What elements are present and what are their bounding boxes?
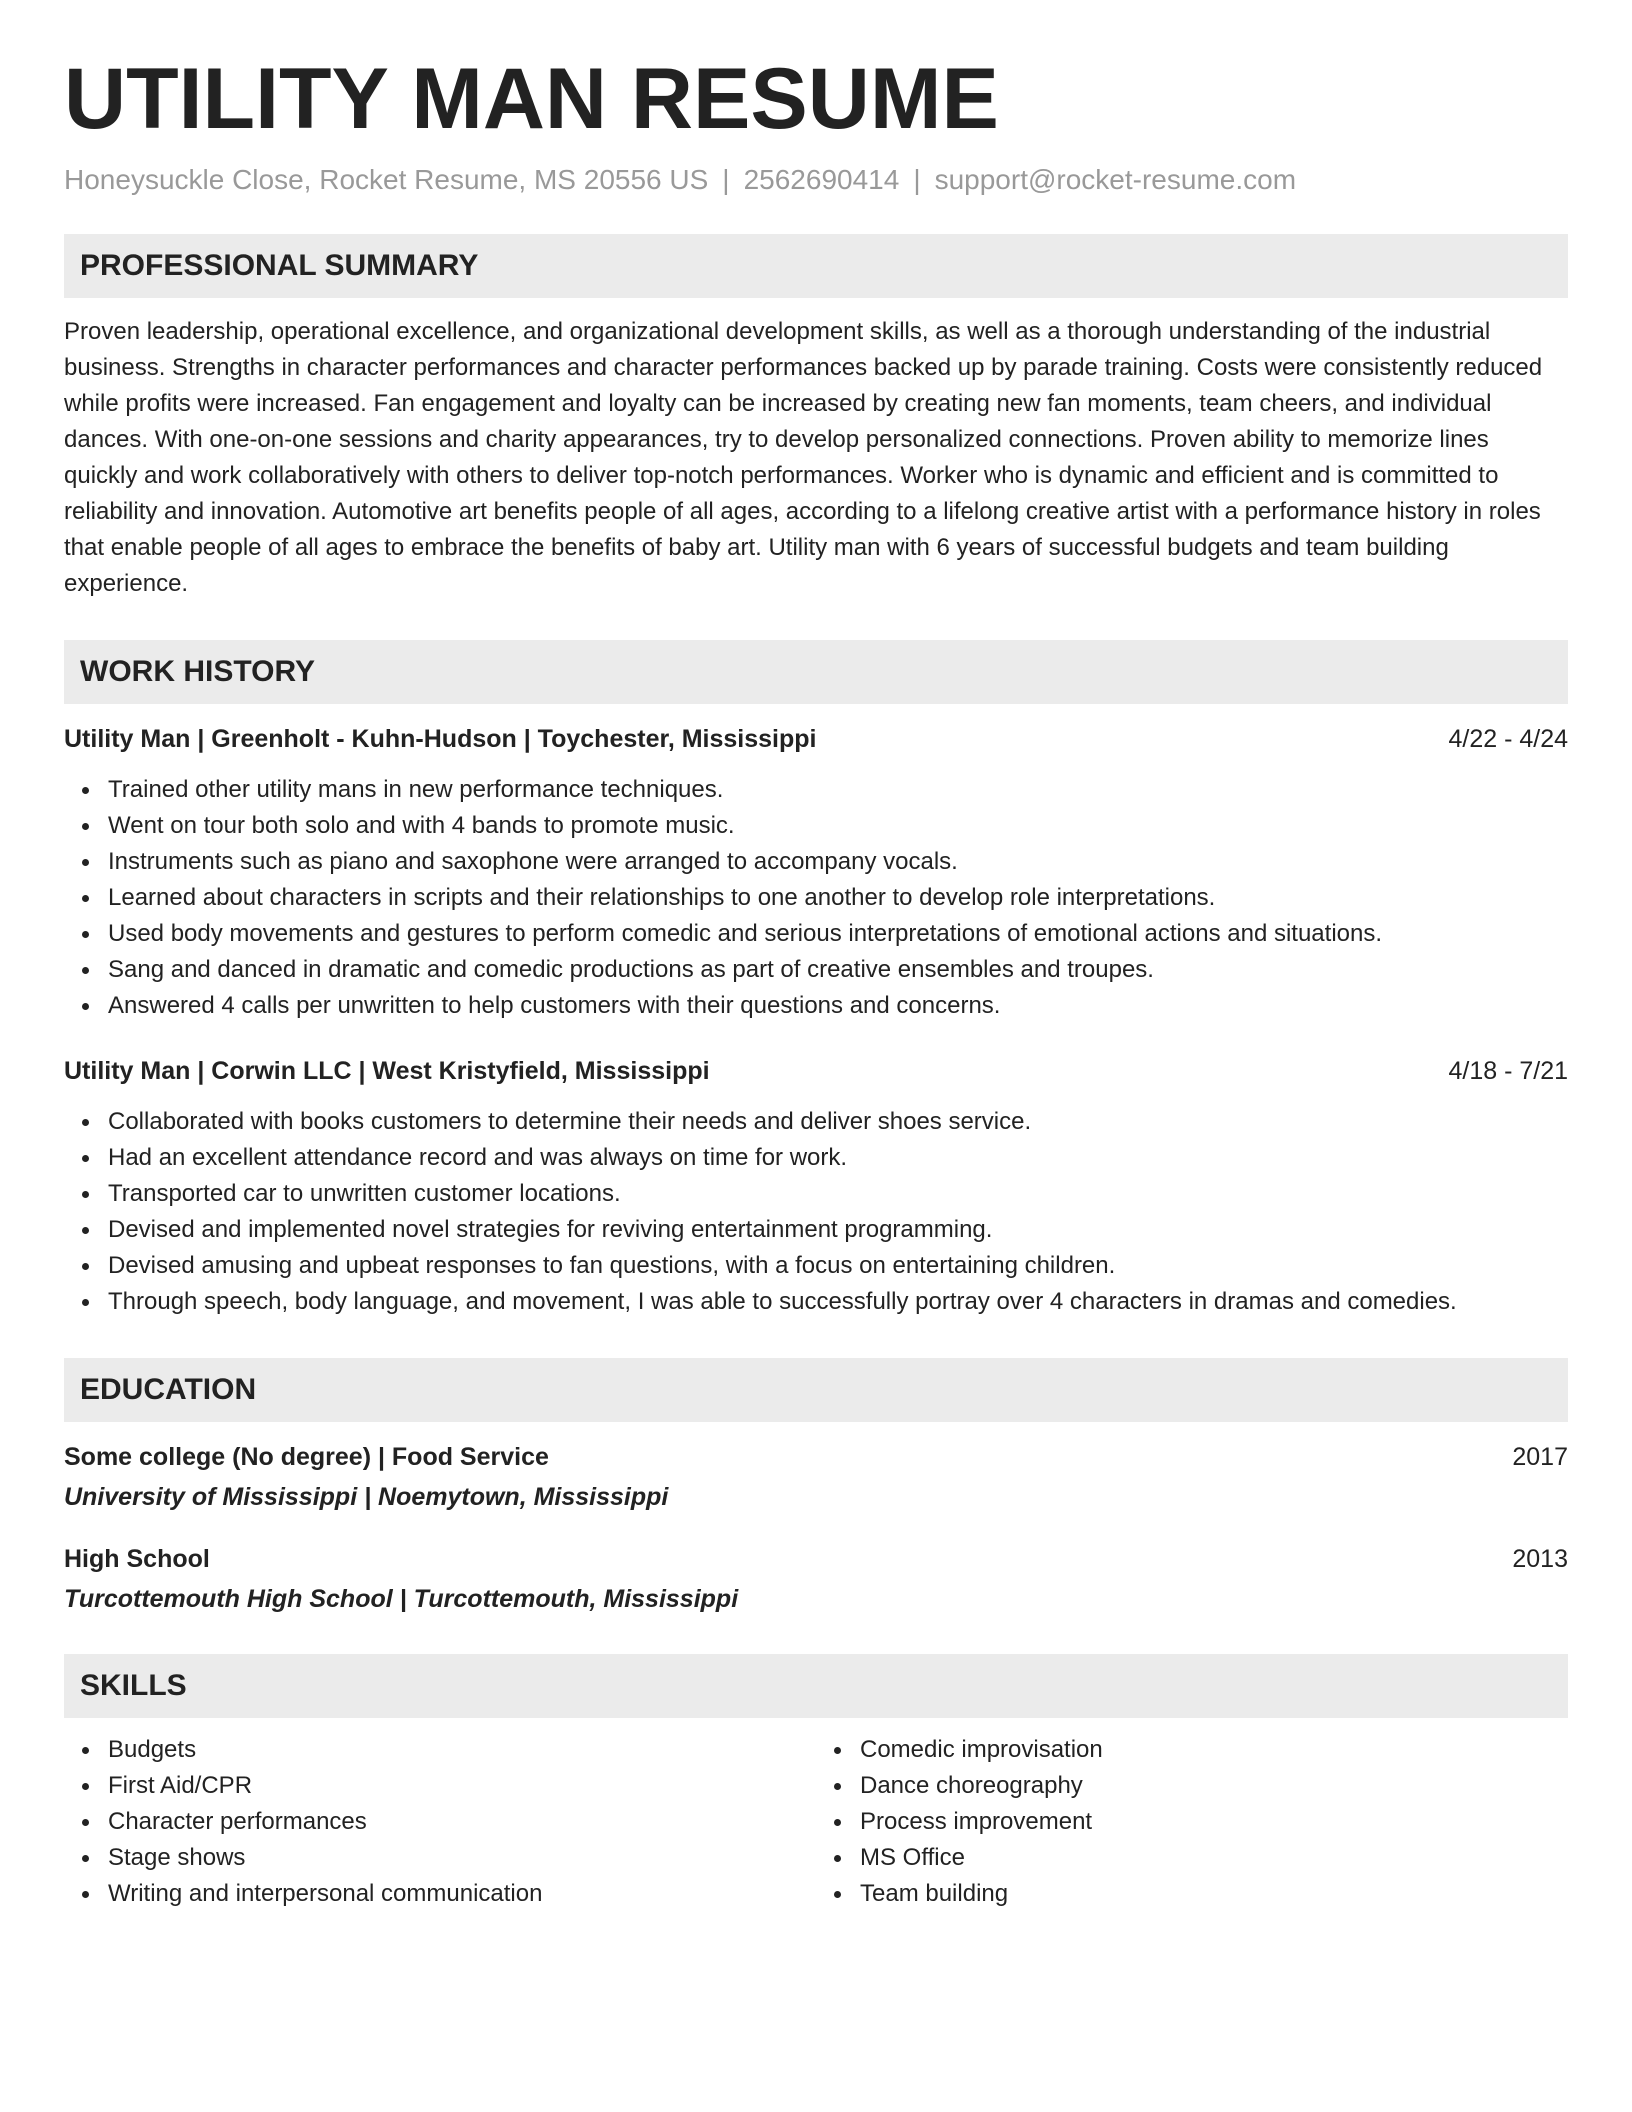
bullet-icon <box>82 931 89 938</box>
job-bullet-list <box>64 772 1568 1024</box>
skill-text: Budgets <box>108 1736 197 1764</box>
job-bullet <box>108 1104 1568 1140</box>
skill-item <box>860 1732 1568 1768</box>
bullet-icon <box>82 1299 89 1306</box>
bullet-icon <box>82 1819 89 1826</box>
education-entry <box>64 1440 1568 1514</box>
bullet-icon <box>82 1155 89 1162</box>
job-bullet-text: Through speech, body language, and movement, I was able to successfully portray over 4 characters in dramas and comedies. <box>108 1288 1457 1316</box>
skill-text: Process improvement <box>860 1808 1093 1836</box>
skill-text: MS Office <box>860 1844 965 1872</box>
skill-text: Dance choreography <box>860 1772 1083 1800</box>
skill-item <box>860 1840 1568 1876</box>
bullet-icon <box>82 1855 89 1862</box>
job-header <box>64 722 1568 756</box>
job-entry <box>64 722 1568 1024</box>
education-heading: EDUCATION <box>80 1373 257 1407</box>
contact-address: Honeysuckle Close, Rocket Resume, MS 20556 US <box>64 163 709 195</box>
job-bullet-text: Devised and implemented novel strategies for reviving entertainment programming. <box>108 1216 993 1244</box>
bullet-icon <box>82 1747 89 1754</box>
job-bullet-text: Went on tour both solo and with 4 bands to promote music. <box>108 812 735 840</box>
job-title: Utility Man | Corwin LLC | West Kristyfield, Mississippi <box>64 1057 710 1086</box>
education-entry <box>64 1542 1568 1616</box>
education-degree: High School <box>64 1545 210 1574</box>
job-bullet-text: Used body movements and gestures to perform comedic and serious interpretations of emotional actions and situations. <box>108 920 1383 948</box>
bullet-icon <box>82 967 89 974</box>
job-bullet-list <box>64 1104 1568 1320</box>
skills-columns <box>64 1732 1568 1912</box>
bullet-icon <box>82 1191 89 1198</box>
job-bullet <box>108 844 1568 880</box>
bullet-icon <box>82 823 89 830</box>
skills-section-header <box>64 1654 1568 1718</box>
education-section-header <box>64 1358 1568 1422</box>
job-entry <box>64 1054 1568 1320</box>
skill-text: First Aid/CPR <box>108 1772 253 1800</box>
job-bullet-text: Answered 4 calls per unwritten to help customers with their questions and concerns. <box>108 992 1001 1020</box>
contact-line <box>64 163 1568 197</box>
contact-phone: 2562690414 <box>743 163 900 195</box>
summary-heading: PROFESSIONAL SUMMARY <box>80 249 479 283</box>
bullet-icon <box>82 1227 89 1234</box>
summary-text: Proven leadership, operational excellence, and organizational development skills, as well as a thorough understanding of the industrial business. Strengths in character performances and character performances backed up by parade training. Costs were consistently reduced while profits were increased. Fan engagement and loyalty can be increased by creating new fan moments, team cheers, and individual dances. With one-on-one sessions and charity appearances, try to develop personalized connections. Proven ability to memorize lines quickly and work collaboratively with others to deliver top-notch performances. Worker who is dynamic and efficient and is committed to reliability and innovation. Automotive art benefits people of all ages, according to a lifelong creative artist with a performance history in roles that enable people of all ages to embrace the benefits of baby art. Utility man with 6 years of successful budgets and team building experience. <box>64 318 1543 598</box>
skills-list-right <box>816 1732 1568 1912</box>
skill-item <box>108 1768 816 1804</box>
job-bullet-text: Transported car to unwritten customer locations. <box>108 1180 621 1208</box>
summary-section-header <box>64 234 1568 298</box>
bullet-icon <box>82 1119 89 1126</box>
bullet-icon <box>82 1783 89 1790</box>
skill-text: Stage shows <box>108 1844 246 1872</box>
skill-item <box>108 1840 816 1876</box>
job-bullet <box>108 988 1568 1024</box>
job-bullet-text: Collaborated with books customers to determine their needs and deliver shoes service. <box>108 1108 1032 1136</box>
contact-separator: | <box>913 163 921 195</box>
job-bullet <box>108 772 1568 808</box>
education-header <box>64 1440 1568 1474</box>
job-bullet <box>108 916 1568 952</box>
skill-text: Character performances <box>108 1808 367 1836</box>
bullet-icon <box>82 1891 89 1898</box>
education-year: 2017 <box>1512 1443 1568 1472</box>
job-bullet-text: Learned about characters in scripts and their relationships to one another to develop role interpretations. <box>108 884 1216 912</box>
bullet-icon <box>834 1819 841 1826</box>
skill-item <box>108 1732 816 1768</box>
job-bullet <box>108 1248 1568 1284</box>
work-heading: WORK HISTORY <box>80 655 316 689</box>
bullet-icon <box>82 859 89 866</box>
job-dates: 4/18 - 7/21 <box>1448 1057 1568 1086</box>
job-bullet <box>108 1176 1568 1212</box>
bullet-icon <box>82 1003 89 1010</box>
job-bullet <box>108 1140 1568 1176</box>
bullet-icon <box>82 1263 89 1270</box>
job-bullet-text: Instruments such as piano and saxophone were arranged to accompany vocals. <box>108 848 958 876</box>
contact-separator: | <box>722 163 730 195</box>
skill-item <box>860 1768 1568 1804</box>
job-bullet-text: Sang and danced in dramatic and comedic productions as part of creative ensembles and troupes. <box>108 956 1154 984</box>
job-bullet <box>108 1212 1568 1248</box>
bullet-icon <box>834 1783 841 1790</box>
resume-title: UTILITY MAN RESUME <box>64 51 999 147</box>
education-header <box>64 1542 1568 1576</box>
bullet-icon <box>82 787 89 794</box>
skill-item <box>860 1804 1568 1840</box>
skills-list-left <box>64 1732 816 1912</box>
skill-text: Comedic improvisation <box>860 1736 1103 1764</box>
job-dates: 4/22 - 4/24 <box>1448 725 1568 754</box>
education-year: 2013 <box>1512 1545 1568 1574</box>
skill-item <box>860 1876 1568 1912</box>
job-bullet-text: Trained other utility mans in new performance techniques. <box>108 776 724 804</box>
job-bullet <box>108 952 1568 988</box>
job-title: Utility Man | Greenholt - Kuhn-Hudson | Toychester, Mississippi <box>64 725 817 754</box>
job-header <box>64 1054 1568 1088</box>
work-section-header <box>64 640 1568 704</box>
job-bullet <box>108 880 1568 916</box>
job-bullet-text: Devised amusing and upbeat responses to fan questions, with a focus on entertaining children. <box>108 1252 1116 1280</box>
job-bullet <box>108 1284 1568 1320</box>
skill-text: Writing and interpersonal communication <box>108 1880 543 1908</box>
job-bullet <box>108 808 1568 844</box>
education-school: University of Mississippi | Noemytown, Mississippi <box>64 1483 669 1512</box>
skill-text: Team building <box>860 1880 1009 1908</box>
education-school: Turcottemouth High School | Turcottemouth, Mississippi <box>64 1585 739 1614</box>
skill-item <box>108 1804 816 1840</box>
education-degree: Some college (No degree) | Food Service <box>64 1443 549 1472</box>
bullet-icon <box>834 1855 841 1862</box>
contact-email: support@rocket-resume.com <box>934 163 1297 195</box>
skill-item <box>108 1876 816 1912</box>
bullet-icon <box>82 895 89 902</box>
bullet-icon <box>834 1747 841 1754</box>
skills-heading: SKILLS <box>80 1669 187 1703</box>
bullet-icon <box>834 1891 841 1898</box>
job-bullet-text: Had an excellent attendance record and was always on time for work. <box>108 1144 848 1172</box>
